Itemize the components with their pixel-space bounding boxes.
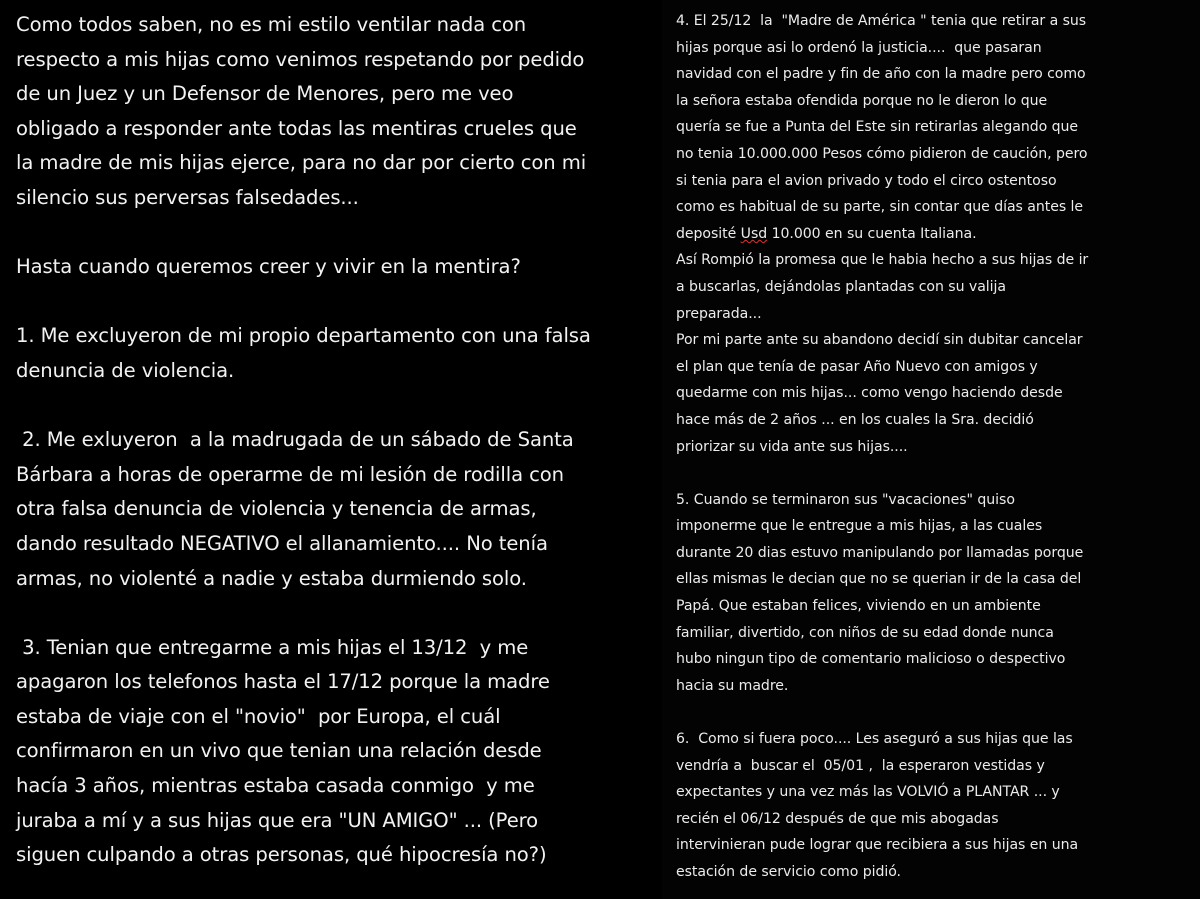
spellcheck-underline: Usd xyxy=(740,225,768,242)
text-line: Así Rompió la promesa que le habia hecho a sus hijas de ir xyxy=(676,252,1089,269)
text-line: siguen culpando a otras personas, qué hipocresía no?) xyxy=(16,843,547,867)
text-line: respecto a mis hijas como venimos respetando por pedido xyxy=(16,47,585,71)
text-line: vendría a buscar el 05/01 , la esperaron vestidas y xyxy=(676,757,1045,774)
text-line: 5. Cuando se terminaron sus "vacaciones" quiso xyxy=(676,491,1015,508)
text-line: a buscarlas, dejándolas plantadas con su valija xyxy=(676,278,1006,295)
text-line: hubo ningun tipo de comentario malicioso o despectivo xyxy=(676,651,1066,668)
text-line: Papá. Que estaban felices, viviendo en un ambiente xyxy=(676,598,1041,615)
text-line: Como todos saben, no es mi estilo ventilar nada con xyxy=(16,13,527,36)
left-text-body xyxy=(16,8,656,873)
right-text-body xyxy=(676,8,1196,886)
text-line: hacia su madre. xyxy=(676,677,789,694)
text-line: si tenia para el avion privado y todo el circo ostentoso xyxy=(676,172,1057,189)
text-line: apagaron los telefonos hasta el 17/12 porque la madre xyxy=(16,670,550,694)
text-line: durante 20 dias estuvo manipulando por llamadas porque xyxy=(676,544,1084,561)
text-line: silencio sus perversas falsedades... xyxy=(16,185,359,209)
text-line: obligado a responder ante todas las mentiras crueles que xyxy=(16,116,577,140)
text-line: deposité Usd 10.000 en su cuenta Italiana. xyxy=(676,225,977,242)
text-line: el plan que tenía de pasar Año Nuevo con amigos y xyxy=(676,358,1038,375)
right-text-panel xyxy=(662,0,1200,899)
text-line: quería se fue a Punta del Este sin retirarlas alegando que xyxy=(676,119,1079,136)
text-line: la señora estaba ofendida porque no le dieron lo que xyxy=(676,92,1048,109)
text-line: dando resultado NEGATIVO el allanamiento.... No tenía xyxy=(16,531,548,555)
text-line: recién el 06/12 después de que mis abogadas xyxy=(676,810,999,827)
text-line: priorizar su vida ante sus hijas.... xyxy=(676,438,908,455)
text-line: no tenia 10.000.000 Pesos cómo pidieron de caución, pero xyxy=(676,145,1088,162)
text-line: imponerme que le entregue a mis hijas, a las cuales xyxy=(676,518,1043,535)
text-line: 4. El 25/12 la "Madre de América " tenia que retirar a sus xyxy=(676,13,1087,29)
text-line: Hasta cuando queremos creer y vivir en la mentira? xyxy=(16,255,521,279)
text-line: denuncia de violencia. xyxy=(16,358,235,382)
text-line: hace más de 2 años ... en los cuales la Sra. decidió xyxy=(676,411,1034,428)
text-line: expectantes y una vez más las VOLVIÓ a PLANTAR ... y xyxy=(676,784,1060,801)
text-line: juraba a mí y a sus hijas que era "UN AMIGO" ... (Pero xyxy=(16,808,539,832)
text-line: estación de servicio como pidió. xyxy=(676,864,901,880)
text-line: hijas porque asi lo ordenó la justicia.... que pasaran xyxy=(676,39,1042,56)
text-line: 3. Tenian que entregarme a mis hijas el 13/12 y me xyxy=(16,635,529,659)
paragraph-gap xyxy=(676,460,1196,487)
text-line: Bárbara a horas de operarme de mi lesión de rodilla con xyxy=(16,462,565,486)
text-line: armas, no violenté a nadie y estaba durmiendo solo. xyxy=(16,566,527,590)
text-line: 2. Me exluyeron a la madrugada de un sábado de Santa xyxy=(16,428,574,452)
text-line: otra falsa denuncia de violencia y tenencia de armas, xyxy=(16,497,537,521)
text-line: 6. Como si fuera poco.... Les aseguró a sus hijas que las xyxy=(676,731,1073,748)
text-line: hacía 3 años, mientras estaba casada conmigo y me xyxy=(16,774,535,798)
paragraph-gap xyxy=(16,216,656,251)
text-line: Por mi parte ante su abandono decidí sin dubitar cancelar xyxy=(676,332,1083,349)
text-line: navidad con el padre y fin de año con la madre pero como xyxy=(676,66,1086,83)
paragraph-gap xyxy=(16,389,656,424)
text-line: confirmaron en un vivo que tenian una relación desde xyxy=(16,739,542,763)
text-line: la madre de mis hijas ejerce, para no dar por cierto con mi xyxy=(16,151,587,175)
text-line: 1. Me excluyeron de mi propio departamento con una falsa xyxy=(16,324,591,348)
text-line: estaba de viaje con el "novio" por Europa, el cuál xyxy=(16,704,501,728)
paragraph-gap xyxy=(16,285,656,320)
paragraph-gap xyxy=(16,596,656,631)
text-line: ellas mismas le decian que no se querian ir de la casa del xyxy=(676,571,1082,588)
text-line: quedarme con mis hijas... como vengo haciendo desde xyxy=(676,385,1063,402)
text-line: familiar, divertido, con niños de su edad donde nunca xyxy=(676,624,1054,641)
paragraph-gap xyxy=(676,699,1196,726)
text-line: intervinieran pude lograr que recibiera a sus hijas en una xyxy=(676,837,1079,854)
text-line: preparada... xyxy=(676,305,762,322)
text-line: como es habitual de su parte, sin contar que días antes le xyxy=(676,199,1084,216)
text-line: de un Juez y un Defensor de Menores, pero me veo xyxy=(16,82,514,106)
